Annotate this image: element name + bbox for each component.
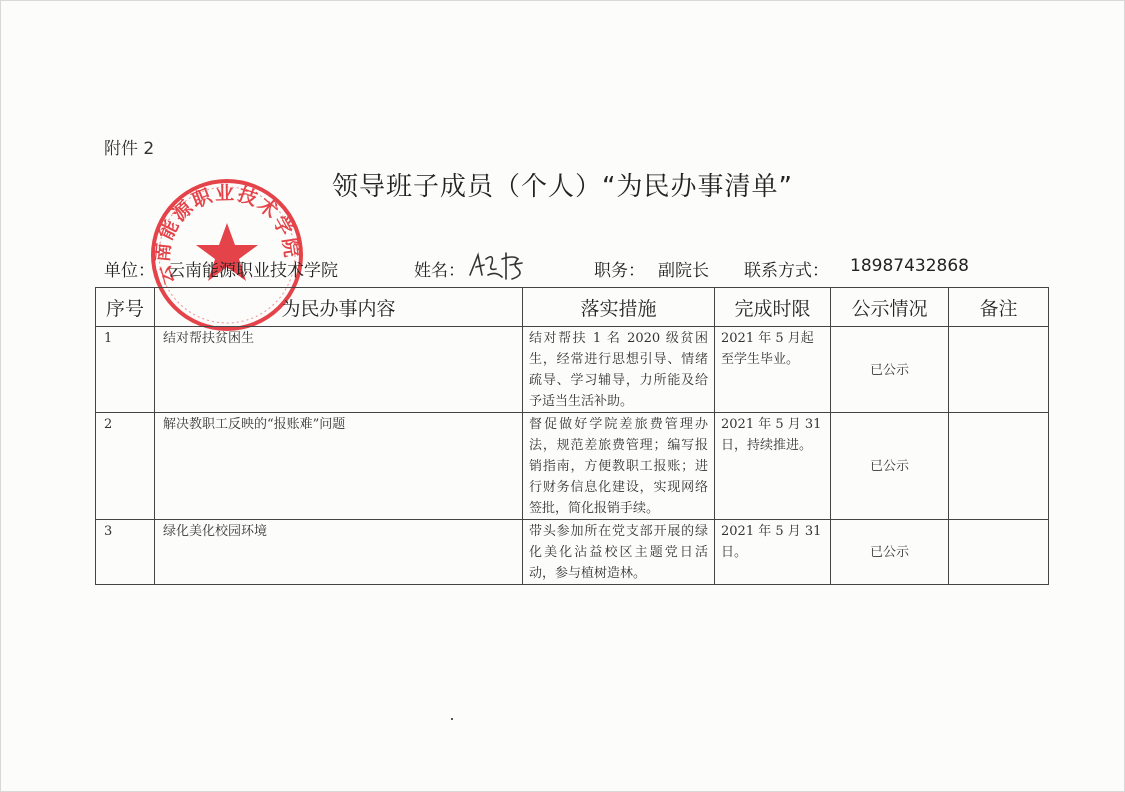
row-no: 1 xyxy=(96,327,155,413)
row-deadline: 2021 年 5 月 31 日。 xyxy=(715,520,831,585)
svg-text:云南能源职业技术学院: 云南能源职业技术学院 xyxy=(151,182,303,288)
header-measures: 落实措施 xyxy=(523,288,715,327)
row-publicity: 已公示 xyxy=(831,327,949,413)
table-row xyxy=(96,327,1049,413)
row-measures: 结对帮扶 1 名 2020 级贫困生，经常进行思想引导、情绪疏导、学习辅导，力所能及给予适当生活补助。 xyxy=(523,327,715,413)
unit-value: 云南能源职业技术学院 xyxy=(168,261,338,281)
row-measures: 带头参加所在党支部开展的绿化美化沾益校区主题党日活动，参与植树造林。 xyxy=(523,520,715,585)
header-item: 为民办事内容 xyxy=(155,288,523,327)
row-note xyxy=(949,327,1049,413)
row-measures: 督促做好学院差旅费管理办法，规范差旅费管理；编写报销指南，方便教职工报账；进行财务信息化建设，实现网络签批，简化报销手续。 xyxy=(523,413,715,520)
scan-speck xyxy=(451,718,453,720)
attachment-label: 附件 2 xyxy=(104,139,155,159)
unit-label: 单位： xyxy=(104,261,155,281)
row-publicity: 已公示 xyxy=(831,520,949,585)
table-row xyxy=(96,520,1049,585)
row-note xyxy=(949,413,1049,520)
row-no: 3 xyxy=(96,520,155,585)
row-note xyxy=(949,520,1049,585)
position-label: 职务： xyxy=(594,261,645,281)
table-header-row xyxy=(96,288,1049,327)
row-no: 2 xyxy=(96,413,155,520)
name-label: 姓名： xyxy=(414,261,465,281)
row-deadline: 2021 年 5 月 31 日，持续推进。 xyxy=(715,413,831,520)
contact-label: 联系方式： xyxy=(744,261,829,281)
row-item: 解决教职工反映的“报账难”问题 xyxy=(155,413,523,520)
row-item: 绿化美化校园环境 xyxy=(155,520,523,585)
contact-value: 18987432868 xyxy=(850,256,969,276)
handwritten-signature xyxy=(466,245,530,285)
table-row xyxy=(96,413,1049,520)
row-publicity: 已公示 xyxy=(831,413,949,520)
position-value: 副院长 xyxy=(658,261,709,281)
row-item: 结对帮扶贫困生 xyxy=(155,327,523,413)
row-deadline: 2021 年 5 月起至学生毕业。 xyxy=(715,327,831,413)
header-publicity: 公示情况 xyxy=(831,288,949,327)
affairs-list-table xyxy=(95,287,1049,585)
header-note: 备注 xyxy=(949,288,1049,327)
document-title: 领导班子成员（个人）“为民办事清单” xyxy=(332,172,793,202)
header-no: 序号 xyxy=(96,288,155,327)
header-deadline: 完成时限 xyxy=(715,288,831,327)
